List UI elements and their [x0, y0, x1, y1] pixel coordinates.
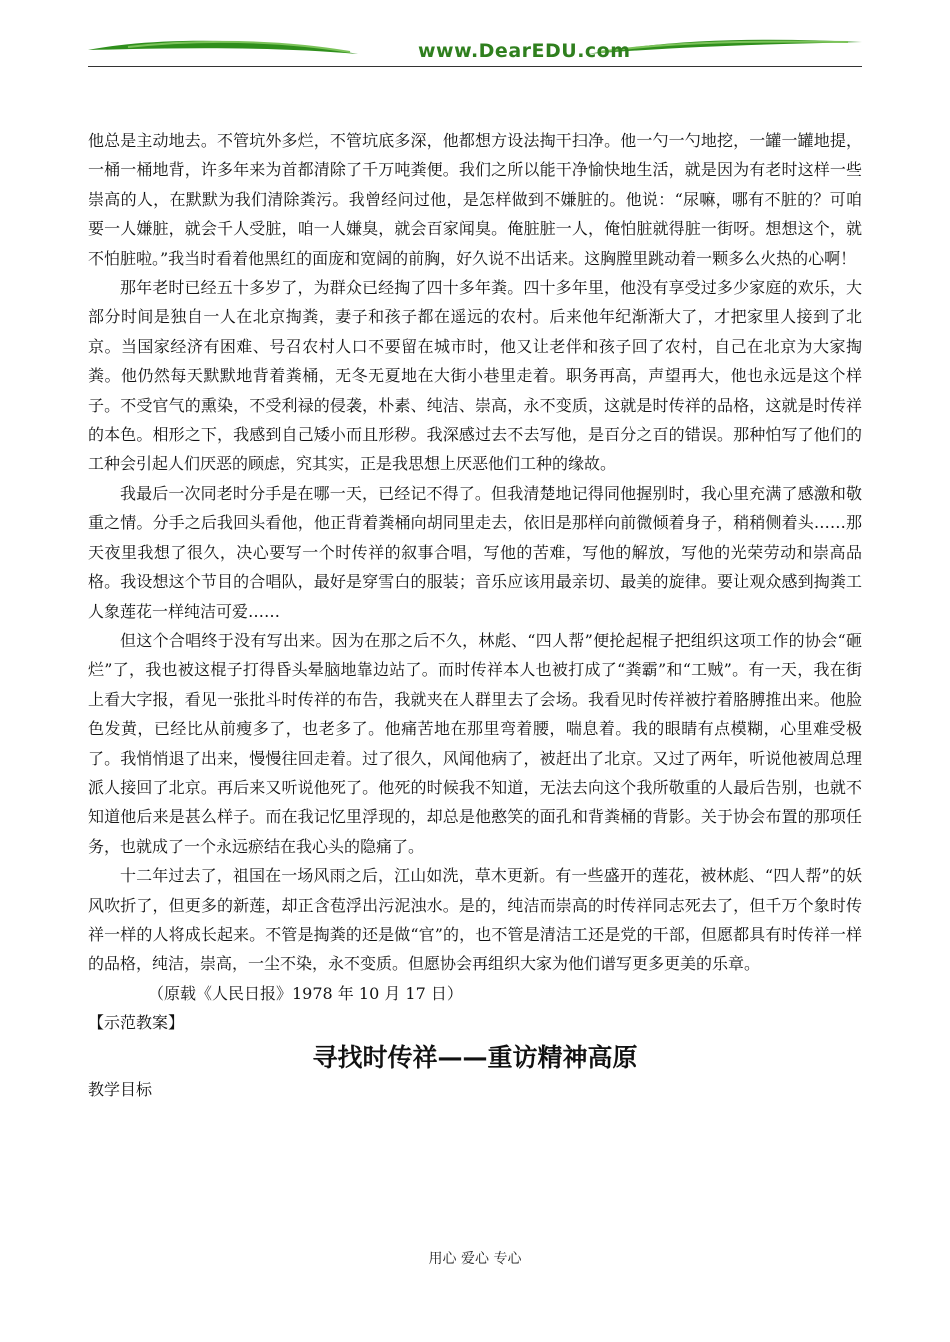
paragraph: 我最后一次同老时分手是在哪一天，已经记不得了。但我清楚地记得同他握别时，我心里充满了感激和敬重之情。分手之后我回头看他，他正背着粪桶向胡同里走去，依旧是那样向前微倾着身子，稍稍侧着头……那天夜里我想了很久，决心要写一个时传祥的叙事合唱，写他的苦难，写他的解放，写他的光荣劳动和崇高品格。我设想这个节目的合唱队，最好是穿雪白的服装；音乐应该用最亲切、最美的旋律。要让观众感到掏粪工人象莲花一样纯洁可爱……	[88, 483, 862, 621]
header-divider	[88, 66, 862, 67]
site-header	[88, 30, 862, 70]
paragraph: 十二年过去了，祖国在一场风雨之后，江山如洗，草木更新。有一些盛开的莲花，被林彪、“四人帮”的妖风吹折了，但更多的新莲，却正含苞浮出污泥浊水。是的，纯洁而崇高的时传祥同志死去了，但千万个象时传祥一样的人将成长起来。不管是掏粪的还是做“官”的，也不管是清洁工还是党的干部，但愿都具有时传祥一样的品格，纯洁，崇高，一尘不染，永不变质。但愿协会再组织大家为他们谱写更多更美的乐章。	[88, 866, 862, 974]
page-footer: 用心 爱心 专心	[428, 1251, 522, 1267]
paragraph: 他总是主动地去。不管坑外多烂，不管坑底多深，他都想方设法掏干扫净。他一勺一勺地挖，一罐一罐地提，一桶一桶地背，许多年来为首都清除了千万吨粪便。我们之所以能干净愉快地生活，就是因为有老时这样一些崇高的人，在默默为我们清除粪污。我曾经问过他，是怎样做到不嫌脏的。他说：“尿嘛，哪有不脏的？可咱要一人嫌脏，就会千人受脏，咱一人嫌臭，就会百家闻臭。俺脏脏一人，俺怕脏就得脏一街呀。想想这个，就不怕脏啦。”我当时看着他黑红的面庞和宽阔的前胸，好久说不出话来。这胸膛里跳动着一颗多么火热的心啊！	[88, 131, 862, 268]
article-body	[88, 126, 862, 1104]
paragraph: 那年老时已经五十多岁了，为群众已经掏了四十多年粪。四十多年里，他没有享受过多少家庭的欢乐，大部分时间是独自一人在北京掏粪，妻子和孩子都在遥远的农村。后来他年纪渐渐大了，才把家里人接到了北京。当国家经济有困难、号召农村人口不要留在城市时，他又让老伴和孩子回了农村，自己在北京为大家掏粪。他仍然每天默默地背着粪桶，无冬无夏地在大街小巷里走着。职务再高，声望再大，他也永远是这个样子。不受官气的熏染，不受利禄的侵袭，朴素、纯洁、崇高，永不变质，这就是时传祥的品格，这就是时传祥的本色。相形之下，我感到自己矮小而且形秽。我深感过去不去写他，是百分之百的错误。那种怕写了他们的工种会引起人们厌恶的顾虑，究其实，正是我思想上厌恶他们工种的缘故。	[88, 278, 862, 474]
site-url[interactable]: www.DearEDU.com	[418, 40, 631, 62]
source-citation: （原载《人民日报》1978 年 10 月 17 日）	[148, 983, 463, 1003]
lesson-title: 寻找时传祥——重访精神高原	[312, 1042, 638, 1072]
subsection-heading: 教学目标	[88, 1079, 153, 1099]
section-label: 【示范教案】	[88, 1013, 185, 1033]
paragraph: 但这个合唱终于没有写出来。因为在那之后不久，林彪、“四人帮”便抡起棍子把组织这项工作的协会“砸烂”了，我也被这棍子打得昏头晕脑地靠边站了。而时传祥本人也被打成了“粪霸”和“工贼”。有一天，我在街上看大字报，看见一张批斗时传祥的布告，我就夹在人群里去了会场。我看见时传祥被拧着胳膊推出来。他脸色发黄，已经比从前瘦多了，也老多了。他痛苦地在那里弯着腰，喘息着。我的眼睛有点模糊，心里难受极了。我悄悄退了出来，慢慢往回走着。过了很久，风闻他病了，被赶出了北京。又过了两年，听说他被周总理派人接回了北京。再后来又听说他死了。他死的时候我不知道，无法去向这个我所敬重的人最后告别，也就不知道他后来是甚么样子。而在我记忆里浮现的，却总是他憨笑的面孔和背粪桶的背影。关于协会布置的那项任务，也就成了一个永远瘀结在我心头的隐痛了。	[88, 630, 862, 856]
